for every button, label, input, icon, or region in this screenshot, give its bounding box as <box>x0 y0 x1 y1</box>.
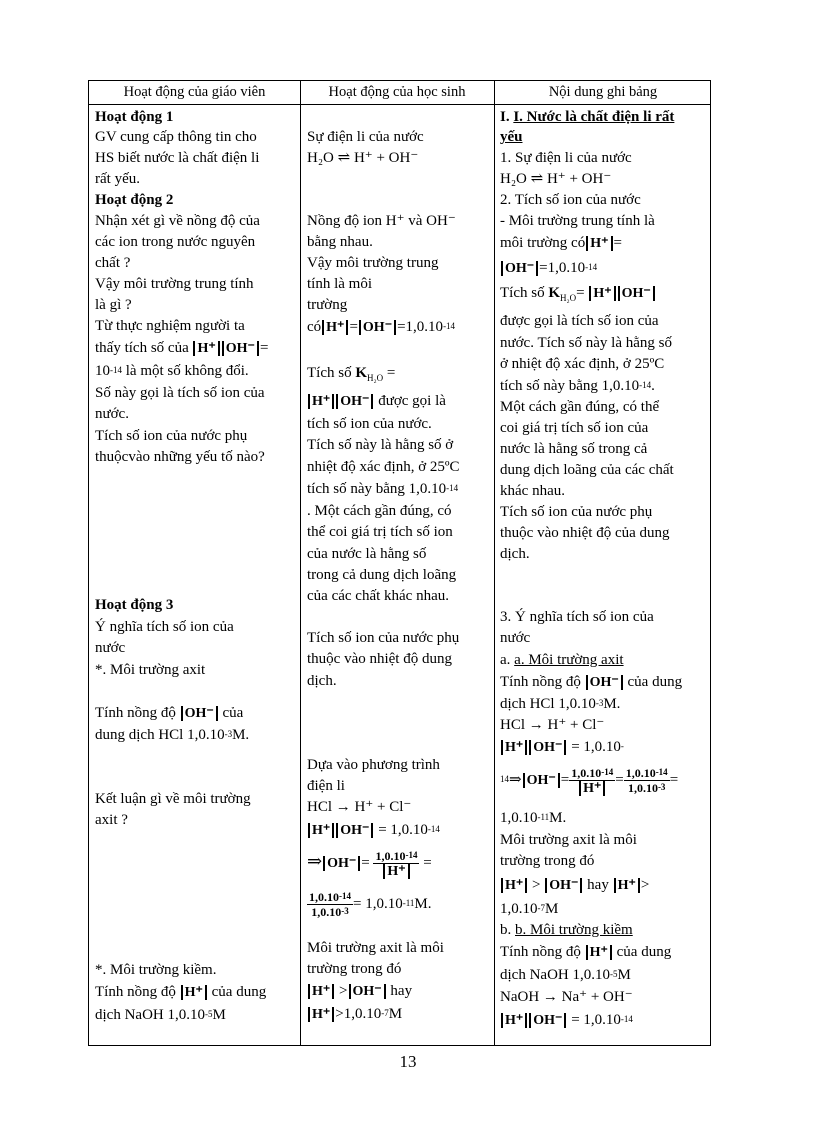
text: có <box>307 319 322 335</box>
subheading: 2. Tích số ion của nước <box>500 192 641 208</box>
text: M. <box>414 896 432 912</box>
text-line: nước. <box>95 406 129 422</box>
text: b. Môi trường kiềm <box>515 922 633 938</box>
text-line: GV cung cấp thông tin cho <box>95 129 257 145</box>
text: M. <box>603 696 621 712</box>
oh-conc: OH⁻ <box>323 856 360 871</box>
oh-conc: OH⁻ <box>181 706 218 721</box>
section-heading: I. I. Nước là chất điện li rất <box>500 109 675 125</box>
exponent: -14 <box>655 767 668 778</box>
text-line: Môi trường axit là môi <box>500 832 637 848</box>
text-line: điện li <box>307 778 345 794</box>
equation <box>307 1004 402 1024</box>
text-line: *. Môi trường kiềm. <box>95 962 217 978</box>
equation: NaOH → Na⁺ + OH⁻ <box>500 989 633 1005</box>
h-conc: H⁺ <box>614 878 640 893</box>
k-symbol: K <box>548 285 560 301</box>
text: môi trường có <box>500 235 586 251</box>
text-line: Môi trường axit là môi <box>307 940 444 956</box>
text-line: - Môi trường trung tính là <box>500 213 655 229</box>
exponent: -14 <box>620 1014 633 1024</box>
text: dịch NaOH 1,0.10 <box>500 967 610 983</box>
text-line: Nhận xét gì về nồng độ của <box>95 213 260 229</box>
subheading: a. a. Môi trường axit <box>500 652 624 668</box>
oh-conc: OH⁻ <box>618 286 655 301</box>
oh-conc: OH⁻ <box>501 261 538 276</box>
greater-than: > <box>339 983 348 999</box>
text: hay <box>587 877 609 893</box>
exponent: -3 <box>595 698 604 708</box>
h-conc: H⁺ <box>308 984 334 999</box>
h-conc: H⁺ <box>308 394 334 409</box>
numerator: 1,0.10 <box>625 766 656 781</box>
text: của dung <box>211 984 267 1000</box>
h-conc: H⁺ <box>501 740 527 755</box>
oh-conc: OH⁻ <box>222 341 259 356</box>
text-line: trường trong đó <box>500 853 595 869</box>
text-line: các ion trong nước nguyên <box>95 234 256 250</box>
greater-than: > <box>640 877 650 893</box>
text-line <box>500 808 566 828</box>
fraction <box>307 890 353 919</box>
text: = 1,0.10 <box>571 1012 621 1028</box>
oh-conc: OH⁻ <box>523 773 560 788</box>
text: Tính nồng độ <box>95 705 176 721</box>
numerator: 1,0.10 <box>309 890 339 905</box>
text-line: bằng nhau. <box>307 234 373 250</box>
header-board: Nội dung ghi bảng <box>548 84 658 100</box>
text: M <box>545 901 559 917</box>
text-line: thể coi giá trị tích số ion <box>307 524 453 540</box>
equation <box>500 875 649 895</box>
text: dung dịch HCl 1,0.10 <box>95 727 225 743</box>
text-line: Sự điện li của nước <box>307 129 424 145</box>
text: M <box>617 967 631 983</box>
exponent: -7 <box>381 1008 389 1018</box>
text-line <box>95 338 268 358</box>
text-line: là gì ? <box>95 297 132 313</box>
text-line: của các chất khác nhau. <box>307 588 449 604</box>
text-line: *. Môi trường axit <box>95 662 206 678</box>
text: Tích số <box>307 365 352 381</box>
subheading: 3. Ý nghĩa tích số ion của <box>500 609 654 625</box>
text: = 1,0.10 <box>353 896 403 912</box>
equation <box>307 317 455 337</box>
text: của dung <box>627 674 683 690</box>
k-symbol: K <box>355 365 367 381</box>
text: thấy tích số của <box>95 340 189 356</box>
h-conc: H⁺ <box>322 320 348 335</box>
text: I. Nước là chất điện li rất <box>513 109 675 125</box>
text: 1,0.10 <box>500 810 538 826</box>
equation: H₂O ⇌ H⁺ + OH⁻ <box>307 150 419 166</box>
text-line: trường trong đó <box>307 961 402 977</box>
activity-title: Hoạt động 3 <box>95 597 174 613</box>
h-conc: H⁺ <box>586 945 612 960</box>
text: là một số không đổi. <box>125 363 249 379</box>
text-line: . Một cách gần đúng, có <box>307 503 452 519</box>
text-line: Tích số ion của nước phụ <box>500 504 653 520</box>
text: của dung <box>616 944 672 960</box>
text: >1,0.10 <box>335 1006 382 1022</box>
text-line: Số này gọi là tích số ion của <box>95 385 265 401</box>
text-line: của nước là hằng số <box>307 546 427 562</box>
fraction <box>569 766 615 796</box>
equation <box>500 1010 633 1030</box>
text: Tính nồng độ <box>95 984 176 1000</box>
h-conc: H⁺ <box>589 286 615 301</box>
k-subscript: H₂O <box>560 293 577 303</box>
text: hay <box>390 983 413 999</box>
text-line: Tích số này là hằng số ở <box>307 437 454 453</box>
oh-conc: OH⁻ <box>359 320 396 335</box>
implies-symbol: ⇒ <box>509 772 522 788</box>
equals: = <box>259 340 269 356</box>
text-line: Tích số ion của nước phụ <box>307 630 460 646</box>
subheading <box>500 148 632 168</box>
text-line: Một cách gần đúng, có thể <box>500 399 660 415</box>
text-line <box>307 479 458 499</box>
text-line: Dựa vào phương trình <box>307 757 440 773</box>
equals: = <box>423 855 432 871</box>
text: dịch NaOH 1,0.10 <box>95 1007 205 1023</box>
text: dịch HCl 1,0.10 <box>500 696 596 712</box>
text-line: Từ thực nghiệm người ta <box>95 318 245 334</box>
text: tích số này bằng 1,0.10 <box>500 378 640 394</box>
h-conc: H⁺ <box>501 878 527 893</box>
equals: = <box>615 772 624 788</box>
lesson-table <box>88 80 711 1046</box>
equation: $^{14}$⇒ OH⁻ = $\frac{1,0.10^{-14}}{H^+}$ = $\frac{1,0.10^{-14}}{1,0.10^{-3}}$ = <box>500 765 679 796</box>
text-line: dung dịch loãng của các chất <box>500 462 674 478</box>
exponent: -14 <box>446 483 459 493</box>
exponent: -7 <box>537 903 545 913</box>
text-line: nước là hằng số trong cả <box>500 441 648 457</box>
text-line: trường <box>307 297 348 313</box>
subheading: b. b. Môi trường kiềm <box>500 922 633 938</box>
h-conc: H⁺ <box>193 341 219 356</box>
text-line: HS biết nước là chất điện li <box>95 150 260 166</box>
exponent: -14 <box>639 380 652 390</box>
text-line: nước <box>95 640 126 656</box>
text: Tích số <box>500 285 545 301</box>
column-divider <box>300 81 301 1045</box>
text: 1. Sự điện li của nước <box>500 150 632 166</box>
equation <box>500 283 656 308</box>
exponent: -14 <box>405 849 418 860</box>
text: = 1,0.10 <box>571 739 621 755</box>
text-line: khác nhau. <box>500 483 565 499</box>
text-line: chất ? <box>95 255 131 271</box>
exponent: -14 <box>110 365 122 375</box>
oh-conc: OH⁻ <box>529 740 566 755</box>
text-line: nước. Tích số này là hằng số <box>500 335 673 351</box>
text: M <box>388 1006 403 1022</box>
text-line <box>500 694 620 714</box>
text-line: dịch. <box>500 546 530 562</box>
text-line <box>95 703 243 723</box>
text-line: ở nhiệt độ xác định, ở 25ºC <box>500 356 665 372</box>
text-line: thuộc vào nhiệt độ dung <box>307 651 452 667</box>
text: = 1,0.10 <box>378 822 428 838</box>
text-line <box>307 363 395 388</box>
text-line: tích số ion của nước. <box>307 416 432 432</box>
equation: H⁺ OH⁻ = 1,0.10- <box>500 737 624 757</box>
exponent: -11 <box>537 812 550 822</box>
text-line <box>500 899 558 919</box>
h-conc: H⁺ <box>181 985 207 1000</box>
activity-title: Hoạt động 1 <box>95 109 174 125</box>
equation: HCl → H⁺ + Cl⁻ <box>307 799 412 815</box>
header-teacher: Hoạt động của giáo viên <box>123 84 266 100</box>
h-conc: H⁺ <box>579 781 605 796</box>
oh-conc: OH⁻ <box>336 823 373 838</box>
text-line <box>95 1005 226 1025</box>
equation <box>307 981 412 1001</box>
text: =1,0.10 <box>539 260 586 276</box>
fraction <box>373 849 419 879</box>
text-line: trong cả dung dịch loãng <box>307 567 457 583</box>
text: M. <box>232 727 250 743</box>
section-heading: yếu <box>500 129 523 145</box>
oh-conc: OH⁻ <box>586 675 623 690</box>
text: Tính nồng độ <box>500 674 581 690</box>
oh-conc: OH⁻ <box>349 984 386 999</box>
equals: = <box>669 772 679 788</box>
text: M <box>212 1007 226 1023</box>
oh-conc: OH⁻ <box>336 394 373 409</box>
text-line <box>500 965 631 985</box>
subheading: nước <box>500 630 531 646</box>
greater-than: > <box>532 877 541 893</box>
equals: = <box>560 772 570 788</box>
text: 1,0.10 <box>500 901 538 917</box>
text-line: tính là môi <box>307 276 372 292</box>
text-line <box>500 672 682 692</box>
equation <box>307 845 432 879</box>
header-student: Hoạt động của học sinh <box>328 84 466 100</box>
oh-conc: OH⁻ <box>529 1013 566 1028</box>
text-line: Vậy môi trường trung tính <box>95 276 254 292</box>
exponent: -14 <box>585 262 598 272</box>
text: được gọi là <box>378 393 446 409</box>
column-divider <box>494 81 495 1045</box>
exponent: -14 <box>601 766 614 777</box>
text-line <box>500 233 622 253</box>
text-line: dịch. <box>307 673 337 689</box>
exponent: -3 <box>657 782 666 793</box>
fraction <box>624 766 670 795</box>
text-line: coi giá trị tích số ion của <box>500 420 649 436</box>
exponent: -14 <box>443 321 456 331</box>
text-line: thuộcvào những yếu tố nào? <box>95 449 265 465</box>
k-subscript: H₂O <box>367 373 384 383</box>
equation <box>307 887 431 921</box>
h-conc: H⁺ <box>586 236 612 251</box>
exponent: -3 <box>341 906 349 917</box>
equation: H₂O ⇌ H⁺ + OH⁻ <box>500 171 612 187</box>
text-line: Kết luận gì về môi trường <box>95 791 251 807</box>
text-line: Vậy môi trường trung <box>307 255 439 271</box>
text: M. <box>549 810 567 826</box>
equation: HCl → H⁺ + Cl⁻ <box>500 717 605 733</box>
numerator: 1,0.10 <box>375 848 406 863</box>
exponent: -5 <box>204 1009 213 1019</box>
denominator: 1,0.10 <box>311 905 342 920</box>
exponent: -14 <box>339 891 351 902</box>
text-line <box>95 982 266 1002</box>
text: =1,0.10 <box>397 319 444 335</box>
text-line: nhiệt độ xác định, ở 25ºC <box>307 459 460 475</box>
denominator: 1,0.10 <box>627 781 658 796</box>
text-line <box>95 725 249 745</box>
equals: = <box>613 235 622 251</box>
text: a. Môi trường axit <box>514 652 624 668</box>
header-divider <box>89 104 710 105</box>
exponent: -3 <box>224 729 233 739</box>
text: tích số này bằng 1,0.10 <box>307 481 447 497</box>
text-line <box>500 942 671 962</box>
text-line: Nồng độ ion H⁺ và OH⁻ <box>307 213 456 229</box>
text-line: tích số này bằng $1,0.10^{-14}$. <box>500 378 655 394</box>
h-conc: H⁺ <box>383 864 409 879</box>
text-line <box>307 391 446 411</box>
equals: = <box>361 855 370 871</box>
page-number: 13 <box>399 1052 417 1071</box>
text-line: thuộc vào nhiệt độ của dung <box>500 525 670 541</box>
text-line: Ý nghĩa tích số ion của <box>95 619 234 635</box>
activity-title: Hoạt động 2 <box>95 192 174 208</box>
text-line: axit ? <box>95 812 128 828</box>
equation <box>307 820 440 840</box>
h-conc: H⁺ <box>501 1013 527 1028</box>
numerator: 1,0.10 <box>571 765 602 780</box>
exponent: -14 <box>427 824 440 834</box>
implies-symbol: ⇒ <box>307 851 323 871</box>
equals: = <box>576 285 585 301</box>
equals: = <box>349 319 358 335</box>
oh-conc: OH⁻ <box>545 878 582 893</box>
h-conc: H⁺ <box>308 1007 334 1022</box>
text-line: được gọi là tích số ion của <box>500 313 659 329</box>
exponent: -11 <box>402 898 415 908</box>
text-line: Tích số ion của nước phụ <box>95 428 248 444</box>
text-line: rất yếu. <box>95 171 140 187</box>
text-line: $10^{-14}$ là một số không đổi. <box>95 363 249 379</box>
exponent: -5 <box>609 969 618 979</box>
text: của <box>222 705 244 721</box>
text: Tính nồng độ <box>500 944 581 960</box>
equals: = <box>386 365 396 381</box>
equation <box>500 258 597 278</box>
h-conc: H⁺ <box>308 823 334 838</box>
